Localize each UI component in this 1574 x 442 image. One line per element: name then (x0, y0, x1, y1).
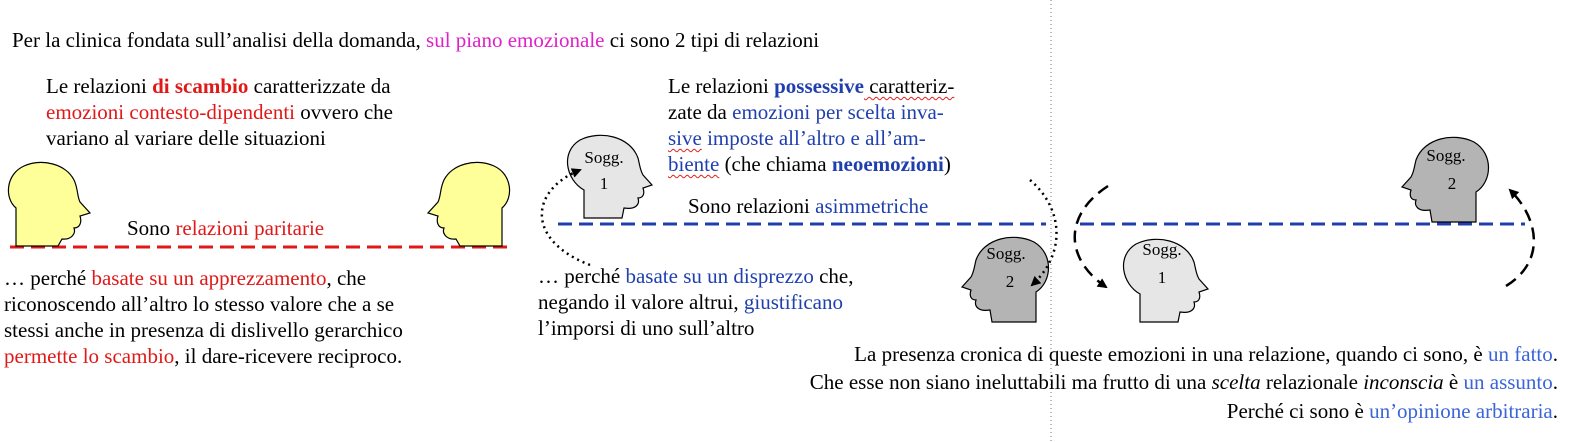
scambio-line-1: Le relazioni di scambio caratterizzate da (46, 74, 391, 98)
conclusion-opinion: Perché ci sono è un’opinione arbitraria. (1226, 399, 1558, 423)
scambio-line-3: variano al variare delle situazioni (46, 126, 326, 150)
conclusion-assumption: Che esse non siano ineluttabili ma frutto di una scelta relazionale inconscia è un assunto. (809, 370, 1558, 394)
page-title: Per la clinica fondata sull’analisi della domanda, sul piano emozionale ci sono 2 tipi di relazioni (12, 28, 820, 52)
dashed-arrow-to-sogg1 (1075, 186, 1108, 287)
sogg1-right-label: Sogg. (1142, 240, 1182, 259)
possessive-line-3: sive imposte all’altro e all’am- (668, 126, 926, 150)
sogg2-bottom-label: Sogg. (986, 244, 1026, 263)
scambio-reason-1: … perché basate su un apprezzamento, che (4, 266, 367, 290)
left-yellow-head-icon (8, 162, 90, 246)
scambio-line-2: emozioni contesto-dipendenti ovvero che (46, 100, 393, 124)
possessive-line-2: zate da emozioni per scelta inva- (668, 100, 944, 124)
sogg2-right-number: 2 (1447, 174, 1457, 193)
possessive-line-1: Le relazioni possessive caratteriz- (668, 74, 955, 98)
possessive-reason-3: l’imporsi di uno sull’altro (538, 316, 755, 340)
paritarie-label: Sono relazioni paritarie (127, 216, 325, 240)
possessive-reason-1: … perché basate su un disprezzo che, (538, 264, 854, 288)
possessive-reason-2: negando il valore altrui, giustificano (538, 290, 844, 314)
asimmetriche-label: Sono relazioni asimmetriche (688, 194, 929, 218)
possessive-line-4: biente (che chiama neoemozioni) (668, 152, 951, 176)
scambio-reason-4: permette lo scambio, il dare-ricevere reciproco. (4, 344, 403, 368)
sogg1-top-label: Sogg. (584, 148, 624, 167)
scambio-reason-2: riconoscendo all’altro lo stesso valore che a se (4, 292, 395, 316)
sogg2-bottom-number: 2 (1005, 272, 1015, 291)
sogg2-right-label: Sogg. (1426, 146, 1466, 165)
sogg1-top-number: 1 (599, 174, 609, 193)
conclusion-fact: La presenza cronica di queste emozioni in una relazione, quando ci sono, è un fatto. (854, 342, 1558, 366)
right-yellow-head-icon (428, 162, 510, 246)
sogg1-right-number: 1 (1157, 268, 1167, 287)
dashed-arrow-to-sogg2 (1506, 190, 1534, 286)
scambio-reason-3: stessi anche in presenza di dislivello gerarchico (4, 318, 403, 342)
